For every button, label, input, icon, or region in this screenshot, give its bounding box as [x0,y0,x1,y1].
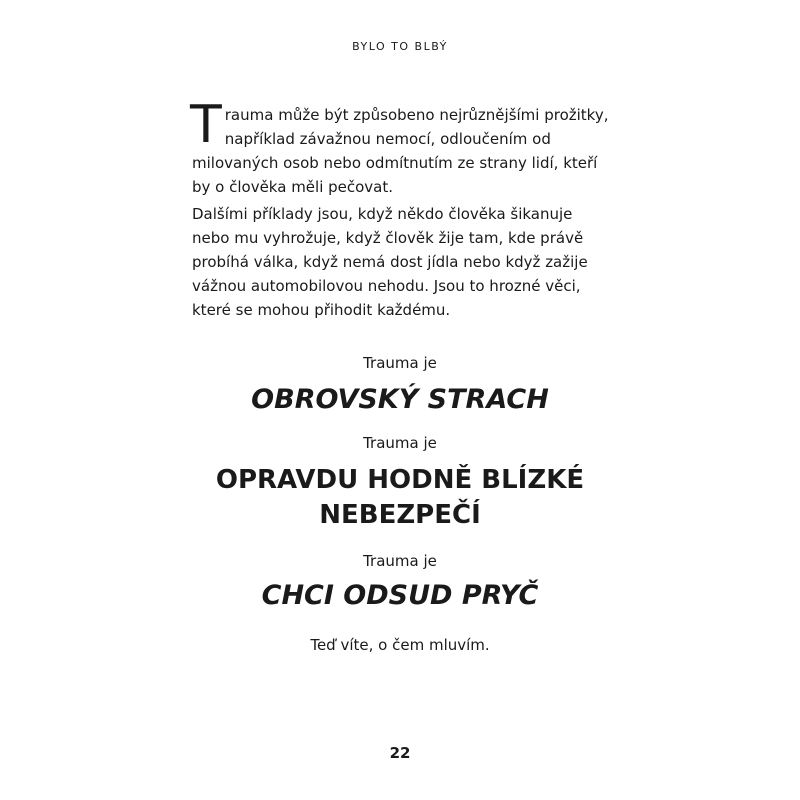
statement-2-headline-line-1: OPRAVDU HODNĚ BLÍZKÉ [215,465,585,495]
drop-cap: T [190,95,222,155]
statement-3-headline: CHCI ODSUD PRYČ [261,580,539,611]
statement-1-intro: Trauma je [363,354,437,372]
closing-line: Teď víte, o čem mluvím. [310,636,490,654]
paragraph-1 [190,95,612,199]
page-number: 22 [389,744,411,762]
statement-2-intro: Trauma je [363,434,437,452]
statement-2-headline-line-2: NEBEZPEČÍ [319,500,481,530]
paragraph-2: Dalšími příklady jsou, když někdo člověka šikanuje nebo mu vyhrožuje, když člověk žije tam, kde právě probíhá válka, když nemá dost jídla nebo když zažije vážnou automobilovou nehodu. Jsou to hrozné věci, které se mohou přihodit každému. [192,205,588,319]
statement-3-intro: Trauma je [363,552,437,570]
statement-1-headline: OBROVSKÝ STRACH [251,384,549,415]
paragraph-1-text: rauma může být způsobeno nejrůznějšími prožitky, například závažnou nemocí, odloučením od milovaných osob nebo odmítnutím ze strany lidí, kteří by o člověka měli pečovat. [192,106,609,196]
running-head: BYLO TO BLBÝ [352,40,448,53]
